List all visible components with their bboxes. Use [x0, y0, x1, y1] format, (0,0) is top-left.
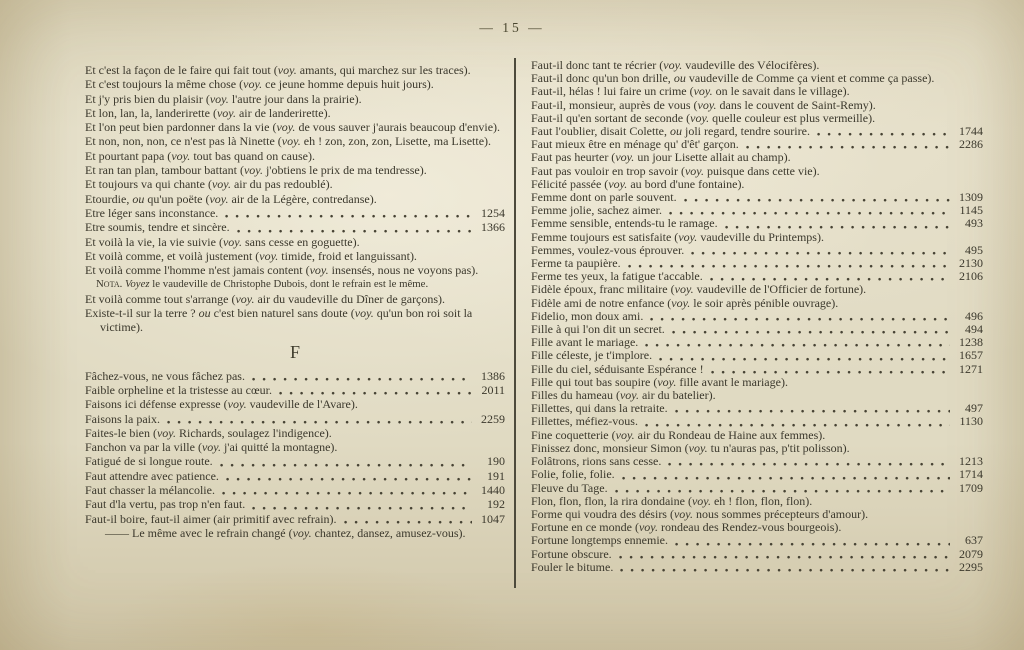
dot-leader: [684, 192, 950, 203]
index-entry: [85, 106, 505, 120]
entry-page-number: 2295: [959, 559, 983, 574]
entry-title: Et ran tan plan, tambour battant (voy. j'obtiens le prix de ma tendresse).: [85, 163, 427, 178]
entry-title: Faut pas vouloir en trop savoir (voy. puisque dans cette vie).: [531, 163, 820, 178]
entry-title: Faut-il donc qu'un bon drille, ou vaudeville de Comme ça vient et comme ça passe).: [531, 71, 935, 86]
dot-leader: [622, 470, 950, 481]
entry-page-number: 2079: [959, 546, 983, 561]
dot-leader: [167, 414, 472, 425]
entry-page-number: 1714: [959, 467, 983, 482]
index-entry: [531, 349, 983, 362]
entry-title: Et j'y pris bien du plaisir (voy. l'autre jour dans la prairie).: [85, 91, 362, 106]
entry-page-number: 1309: [959, 190, 983, 205]
entry-title: Et l'on peut bien pardonner dans la vie (voy. de vous sauver j'aurais beaucoup d'envie).: [85, 120, 501, 135]
dot-leader: [645, 337, 950, 348]
index-entry: [531, 231, 983, 244]
dot-leader: [620, 562, 950, 573]
left-column: [85, 63, 505, 540]
index-entry: [85, 497, 505, 511]
index-entry: [85, 512, 505, 526]
entry-title: Existe-t-il sur la terre ? ou c'est bien naturel sans doute (voy. qu'un bon roi soit la victime).: [85, 306, 473, 335]
dot-leader: [628, 258, 950, 269]
index-entry: [531, 561, 983, 574]
entry-title: Etourdie, ou qu'un poëte (voy. air de la Légère, contredanse).: [85, 191, 377, 206]
entry-title: Femme toujours est satisfaite (voy. vaudeville du Printemps).: [531, 229, 824, 244]
dot-leader: [669, 205, 950, 216]
dot-leader: [710, 271, 950, 282]
dot-leader: [225, 208, 472, 219]
entry-page-number: 2106: [959, 269, 983, 284]
entry-title: Femme dont on parle souvent.: [531, 190, 677, 205]
entry-title: Folie, folie, folie.: [531, 467, 615, 482]
index-entry: [85, 149, 505, 163]
index-entry: [85, 263, 505, 277]
index-entry: [85, 426, 505, 440]
entry-page-number: 1145: [959, 203, 983, 218]
index-entry: [85, 192, 505, 206]
entry-title: —— Le même avec le refrain changé (voy. chantez, dansez, amusez-vous).: [105, 525, 466, 540]
entry-page-number: 1386: [481, 368, 505, 383]
entry-page-number: 1213: [959, 454, 983, 469]
entry-page-number: 637: [965, 533, 983, 548]
entry-page-number: 2130: [959, 256, 983, 271]
index-entry: [531, 534, 983, 547]
index-list-e: [85, 63, 505, 335]
dot-leader: [222, 485, 472, 496]
entry-title: Fidèle époux, franc militaire (voy. vaudeville de l'Officier de fortune).: [531, 282, 867, 297]
index-entry: [85, 163, 505, 177]
entry-title: Nota. Voyez le vaudeville de Christophe Dubois, dont le refrain est le même.: [96, 278, 429, 291]
index-entry: [531, 468, 983, 481]
dot-leader: [675, 403, 950, 414]
entry-title: Fortune en ce monde (voy. rondeau des Rendez-vous bourgeois).: [531, 520, 842, 535]
entry-title: Fidelio, mon doux ami.: [531, 308, 644, 323]
dot-leader: [237, 223, 472, 234]
index-entry: [85, 469, 505, 483]
entry-title: Et voilà comme, et voilà justement (voy. timide, froid et languissant).: [85, 248, 417, 263]
entry-page-number: 191: [487, 468, 505, 483]
section-heading-f: F: [289, 341, 300, 362]
entry-page-number: 2011: [481, 382, 505, 397]
dot-leader: [252, 500, 472, 511]
entry-title: Faisons ici défense expresse (voy. vaudeville de l'Avare).: [85, 397, 358, 412]
dot-leader: [344, 514, 472, 525]
index-entry: [85, 383, 505, 397]
entry-page-number: 2259: [481, 411, 505, 426]
index-entry: [85, 220, 505, 234]
entry-title: Fanchon va par la ville (voy. j'ai quitté la montagne).: [85, 440, 338, 455]
entry-title: Ferme tes yeux, la fatigue t'accable.: [531, 269, 703, 284]
index-entry: [85, 92, 505, 106]
entry-title: Et non, non, non, ce n'est pas là Ninette (voy. eh ! zon, zon, zon, Lisette, ma Lisette).: [85, 134, 492, 149]
entry-title: Faut-il qu'en sortant de seconde (voy. quelle couleur est plus vermeille).: [531, 110, 876, 125]
entry-title: Fouler le bitume.: [531, 559, 614, 574]
entry-title: Fillettes, qui dans la retraite.: [531, 401, 668, 416]
entry-title: Filles du hameau (voy. air du batelier).: [531, 388, 716, 403]
dot-leader: [668, 456, 950, 467]
index-entry: [85, 120, 505, 134]
dot-leader: [645, 417, 950, 428]
entry-title: Etre léger sans inconstance.: [85, 205, 219, 220]
entry-title: Fille à qui l'on dit un secret.: [531, 322, 665, 337]
entry-title: Fille avant le mariage.: [531, 335, 639, 350]
entry-page-number: 495: [965, 242, 983, 257]
entry-title: Fillettes, méfiez-vous.: [531, 414, 638, 429]
entry-title: Femmes, voulez-vous éprouver.: [531, 242, 685, 257]
index-entry: [85, 277, 505, 291]
index-entry: [85, 77, 505, 91]
entry-title: Faites-le bien (voy. Richards, soulagez l'indigence).: [85, 425, 332, 440]
dot-leader: [252, 371, 472, 382]
dot-leader: [711, 364, 950, 375]
entry-title: Femme jolie, sachez aimer.: [531, 203, 662, 218]
dot-leader: [672, 324, 950, 335]
entry-title: Fortune longtemps ennemie.: [531, 533, 668, 548]
entry-page-number: 1254: [481, 205, 505, 220]
entry-page-number: 1744: [959, 124, 983, 139]
dot-leader: [279, 385, 472, 396]
entry-page-number: 1366: [481, 220, 505, 235]
index-entry: [531, 297, 983, 310]
entry-title: Fine coquetterie (voy. air du Rondeau de Haine aux femmes).: [531, 427, 826, 442]
index-entry: [85, 483, 505, 497]
index-entry: [531, 548, 983, 561]
index-entry: [85, 292, 505, 306]
entry-page-number: 493: [965, 216, 983, 231]
entry-title: Faut-il donc tant te récrier (voy. vaudeville des Vélocifères).: [531, 58, 820, 72]
index-list-right: [531, 59, 983, 574]
index-entry: [85, 306, 505, 335]
index-entry: [85, 206, 505, 220]
entry-title: Fortune obscure.: [531, 546, 612, 561]
entry-page-number: 190: [487, 454, 505, 469]
entry-page-number: 496: [965, 308, 983, 323]
entry-title: Faut-il boire, faut-il aimer (air primitif avec refrain).: [85, 511, 337, 526]
entry-title: Et voilà comme tout s'arrange (voy. air du vaudeville du Dîner de garçons).: [85, 291, 446, 306]
entry-title: Fâchez-vous, ne vous fâchez pas.: [85, 368, 245, 383]
entry-page-number: 497: [965, 401, 983, 416]
index-entry: [85, 235, 505, 249]
column-divider: [514, 58, 516, 588]
dot-leader: [619, 549, 950, 560]
entry-title: Et voilà comme l'homme n'est jamais content (voy. insensés, nous ne voyons pas).: [85, 263, 479, 278]
index-entry: [85, 369, 505, 383]
entry-title: Fidèle ami de notre enfance (voy. le soir après pénible ouvrage).: [531, 295, 839, 310]
entry-title: Faut-il, monsieur, auprès de vous (voy. dans le couvent de Saint-Remy).: [531, 97, 876, 112]
index-entry: [85, 397, 505, 411]
index-entry: [85, 249, 505, 263]
entry-title: Faut attendre avec patience.: [85, 468, 219, 483]
entry-title: Faut mieux être en ménage qu' d'êt' garçon.: [531, 137, 739, 152]
entry-title: Faut-il, hélas ! lui faire un crime (voy. on le savait dans le village).: [531, 84, 850, 99]
dot-leader: [725, 219, 950, 230]
entry-title: Forme qui voudra des désirs (voy. nous sommes précepteurs d'amour).: [531, 506, 869, 521]
entry-title: Faut pas heurter (voy. un jour Lisette allait au champ).: [531, 150, 791, 165]
entry-page-number: 1709: [959, 480, 983, 495]
dot-leader: [817, 126, 950, 137]
entry-title: Femme sensible, entends-tu le ramage.: [531, 216, 718, 231]
entry-title: Faut d'la vertu, pas trop n'en faut.: [85, 497, 246, 512]
dot-leader: [746, 139, 950, 150]
index-entry: [85, 177, 505, 191]
entry-page-number: 1440: [481, 483, 505, 498]
dot-leader: [220, 457, 472, 468]
dot-leader: [675, 536, 950, 547]
page-number-header: — 15 —: [479, 20, 545, 35]
entry-title: Fille du ciel, séduisante Espérance !: [531, 361, 704, 376]
index-entry: [85, 526, 500, 540]
entry-title: Et c'est toujours la même chose (voy. ce jeune homme depuis huit jours).: [85, 77, 434, 92]
entry-title: Fille qui tout bas soupire (voy. fille avant le mariage).: [531, 374, 788, 389]
entry-page-number: 2286: [959, 137, 983, 152]
entry-title: Fleuve du Tage.: [531, 480, 608, 495]
entry-title: Finissez donc, monsieur Simon (voy. tu n'auras pas, p'tit polisson).: [531, 440, 850, 455]
dot-leader: [226, 471, 472, 482]
entry-page-number: 1047: [481, 511, 505, 526]
entry-title: Et lon, lan, la, landerirette (voy. air de landerirette).: [85, 105, 331, 120]
entry-title: Faut l'oublier, disait Colette, ou joli regard, tendre sourire.: [531, 124, 810, 139]
index-entry: [85, 412, 505, 426]
index-entry: [85, 440, 505, 454]
entry-title: Faut chasser la mélancolie.: [85, 483, 215, 498]
entry-title: Ferme ta paupière.: [531, 256, 621, 271]
index-entry: [85, 454, 505, 468]
entry-title: Et pourtant papa (voy. tout bas quand on cause).: [85, 148, 315, 163]
entry-title: Et c'est la façon de le faire qui fait tout (voy. amants, qui marchez sur les traces).: [85, 63, 471, 77]
entry-title: Félicité passée (voy. au bord d'une fontaine).: [531, 176, 745, 191]
dot-leader: [615, 483, 950, 494]
entry-page-number: 192: [487, 497, 505, 512]
entry-page-number: 1238: [959, 335, 983, 350]
right-column: [531, 59, 983, 574]
dot-leader: [650, 311, 950, 322]
dot-leader: [659, 351, 950, 362]
entry-title: Et toujours va qui chante (voy. air du pas redoublé).: [85, 177, 333, 192]
index-list-f: [85, 369, 505, 541]
index-entry: [85, 134, 505, 148]
entry-title: Flon, flon, flon, la rira dondaine (voy. eh ! flon, flon, flon).: [531, 493, 813, 508]
entry-title: Et voilà la vie, la vie suivie (voy. sans cesse en goguette).: [85, 234, 360, 249]
entry-title: Faible orpheline et la tristesse au cœur.: [85, 382, 272, 397]
entry-title: Etre soumis, tendre et sincère.: [85, 220, 230, 235]
entry-title: Faisons la paix.: [85, 411, 160, 426]
entry-title: Fille céleste, je t'implore.: [531, 348, 653, 363]
dot-leader: [691, 245, 950, 256]
entry-page-number: 1657: [959, 348, 983, 363]
entry-title: Folâtrons, rions sans cesse.: [531, 454, 662, 469]
index-entry: [85, 63, 505, 77]
entry-title: Fatigué de si longue route.: [85, 454, 213, 469]
entry-page-number: 494: [965, 322, 983, 337]
entry-page-number: 1271: [959, 361, 983, 376]
entry-page-number: 1130: [959, 414, 983, 429]
